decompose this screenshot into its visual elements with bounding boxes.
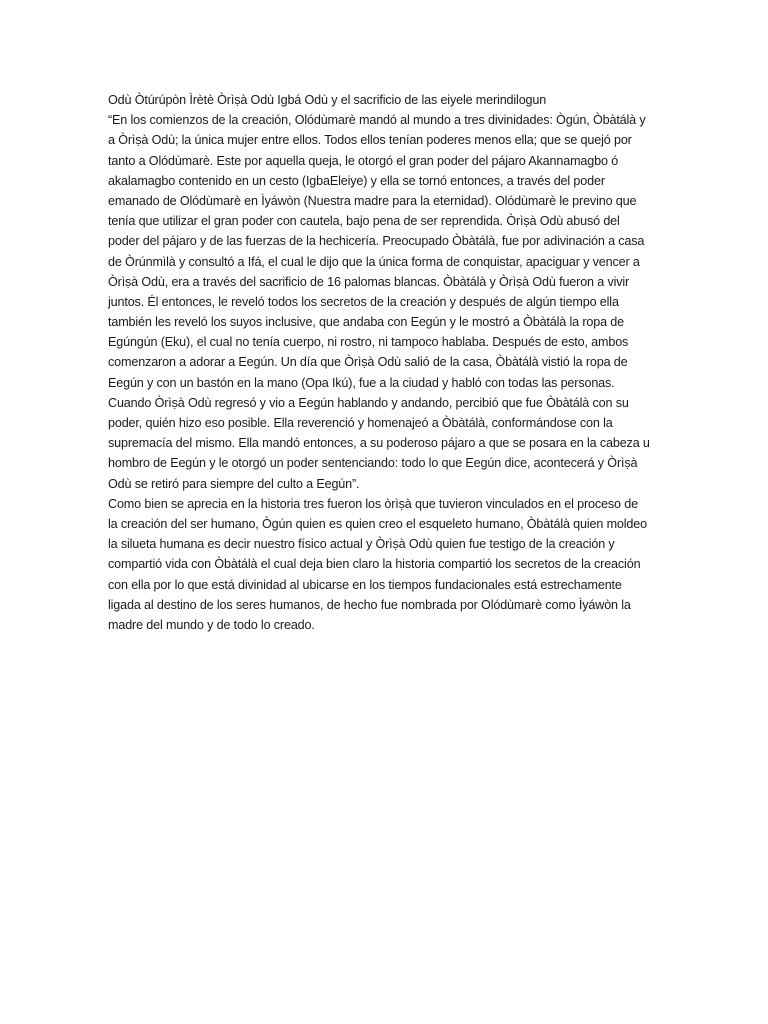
text-line: “En los comienzos de la creación, Olódùmarè mandó al mundo a tres divinidades: Ògún, Òbàtálà y (108, 113, 646, 128)
text-line: tanto a Olódùmarè. Este por aquella queja, le otorgó el gran poder del pájaro Akannamagbo ó (108, 153, 619, 168)
text-line: Odù se retiró para siempre del culto a Eegún”. (108, 476, 360, 491)
text-line: Cuando Òrìṣà Odù regresó y vio a Eegún hablando y andando, percibió que fue Òbàtálà con su (108, 395, 629, 410)
text-line: tenía que utilizar el gran poder con cautela, bajo pena de ser reprendida. Òrìṣà Odù abusó del (108, 214, 620, 229)
text-line: juntos. Él entonces, le reveló todos los secretos de la creación y después de algún tiempo ella (108, 294, 619, 309)
text-line: poder del pájaro y de las fuerzas de la hechicería. Preocupado Òbàtálà, fue por adivinación a casa (108, 234, 645, 249)
text-line: la silueta humana es decir nuestro físico actual y Òrìṣà Odù quien fue testigo de la creación y (108, 537, 615, 552)
text-line: también les reveló los suyos inclusive, que andaba con Eegún y le mostró a Òbàtálà la ropa de (108, 315, 625, 330)
text-line: Odù Òtúrúpòn Ìrètè Òrìṣà Odù Igbá Odù y el sacrificio de las eiyele merindilogun (108, 93, 547, 107)
text-line: Òrìṣà Odù, era a través del sacrificio de 16 palomas blancas. Òbàtálà y Òrìṣà Odù fueron a vivir (108, 274, 630, 289)
text-line: ligada al destino de los seres humanos, de hecho fue nombrada por Olódùmarè como Ìyáwòn la (108, 597, 631, 612)
text-line: a Òrìṣà Odù; la única mujer entre ellos. Todos ellos tenían poderes menos ella; que se quejó por (108, 133, 632, 148)
text-line: Como bien se aprecia en la historia tres fueron los òrìṣà que tuvieron vinculados en el proceso de (108, 496, 638, 511)
text-line: comenzaron a adorar a Eegún. Un día que Òrìṣà Odù salió de la casa, Òbàtálà vistió la ropa de (108, 355, 628, 370)
document-text (108, 90, 668, 635)
text-line: de Òrúnmìlà y consultó a Ifá, el cual le dijo que la única forma de conquistar, apaciguar y vencer a (108, 254, 640, 269)
text-line: supremacía del mismo. Ella mandó entonces, a su poderoso pájaro a que se posara en la cabeza u (108, 436, 650, 451)
text-line: con ella por lo que está divinidad al ubicarse en los tiempos fundacionales está estrechamente (108, 577, 622, 592)
text-line: akalamagbo contenido en un cesto (IgbaEleiye) y ella se tornó entonces, a través del poder (108, 173, 605, 188)
text-line: Egúngún (Eku), el cual no tenía cuerpo, ni rostro, ni tampoco hablaba. Después de esto, ambos (108, 335, 629, 350)
text-line: compartió vida con Òbàtálà el cual deja bien claro la historia compartió los secretos de la creación (108, 557, 641, 572)
text-line: madre del mundo y de todo lo creado. (108, 617, 315, 632)
text-line: la creación del ser humano, Ògún quien es quien creo el esqueleto humano, Òbàtálà quien moldeo (108, 516, 647, 531)
text-line: hombro de Eegún y le otorgó un poder sentenciando: todo lo que Eegún dice, acontecerá y Òrìṣà (108, 456, 638, 471)
text-line: Eegún y con un bastón en la mano (Opa Ikú), fue a la ciudad y habló con todas las personas. (108, 375, 615, 390)
text-line: emanado de Olódùmarè en Ìyáwòn (Nuestra madre para la eternidad). Olódùmarè le previno que (108, 193, 637, 208)
text-line: poder, quién hizo eso posible. Ella reverenció y homenajeó a Òbàtálà, conformándose con la (108, 416, 613, 430)
